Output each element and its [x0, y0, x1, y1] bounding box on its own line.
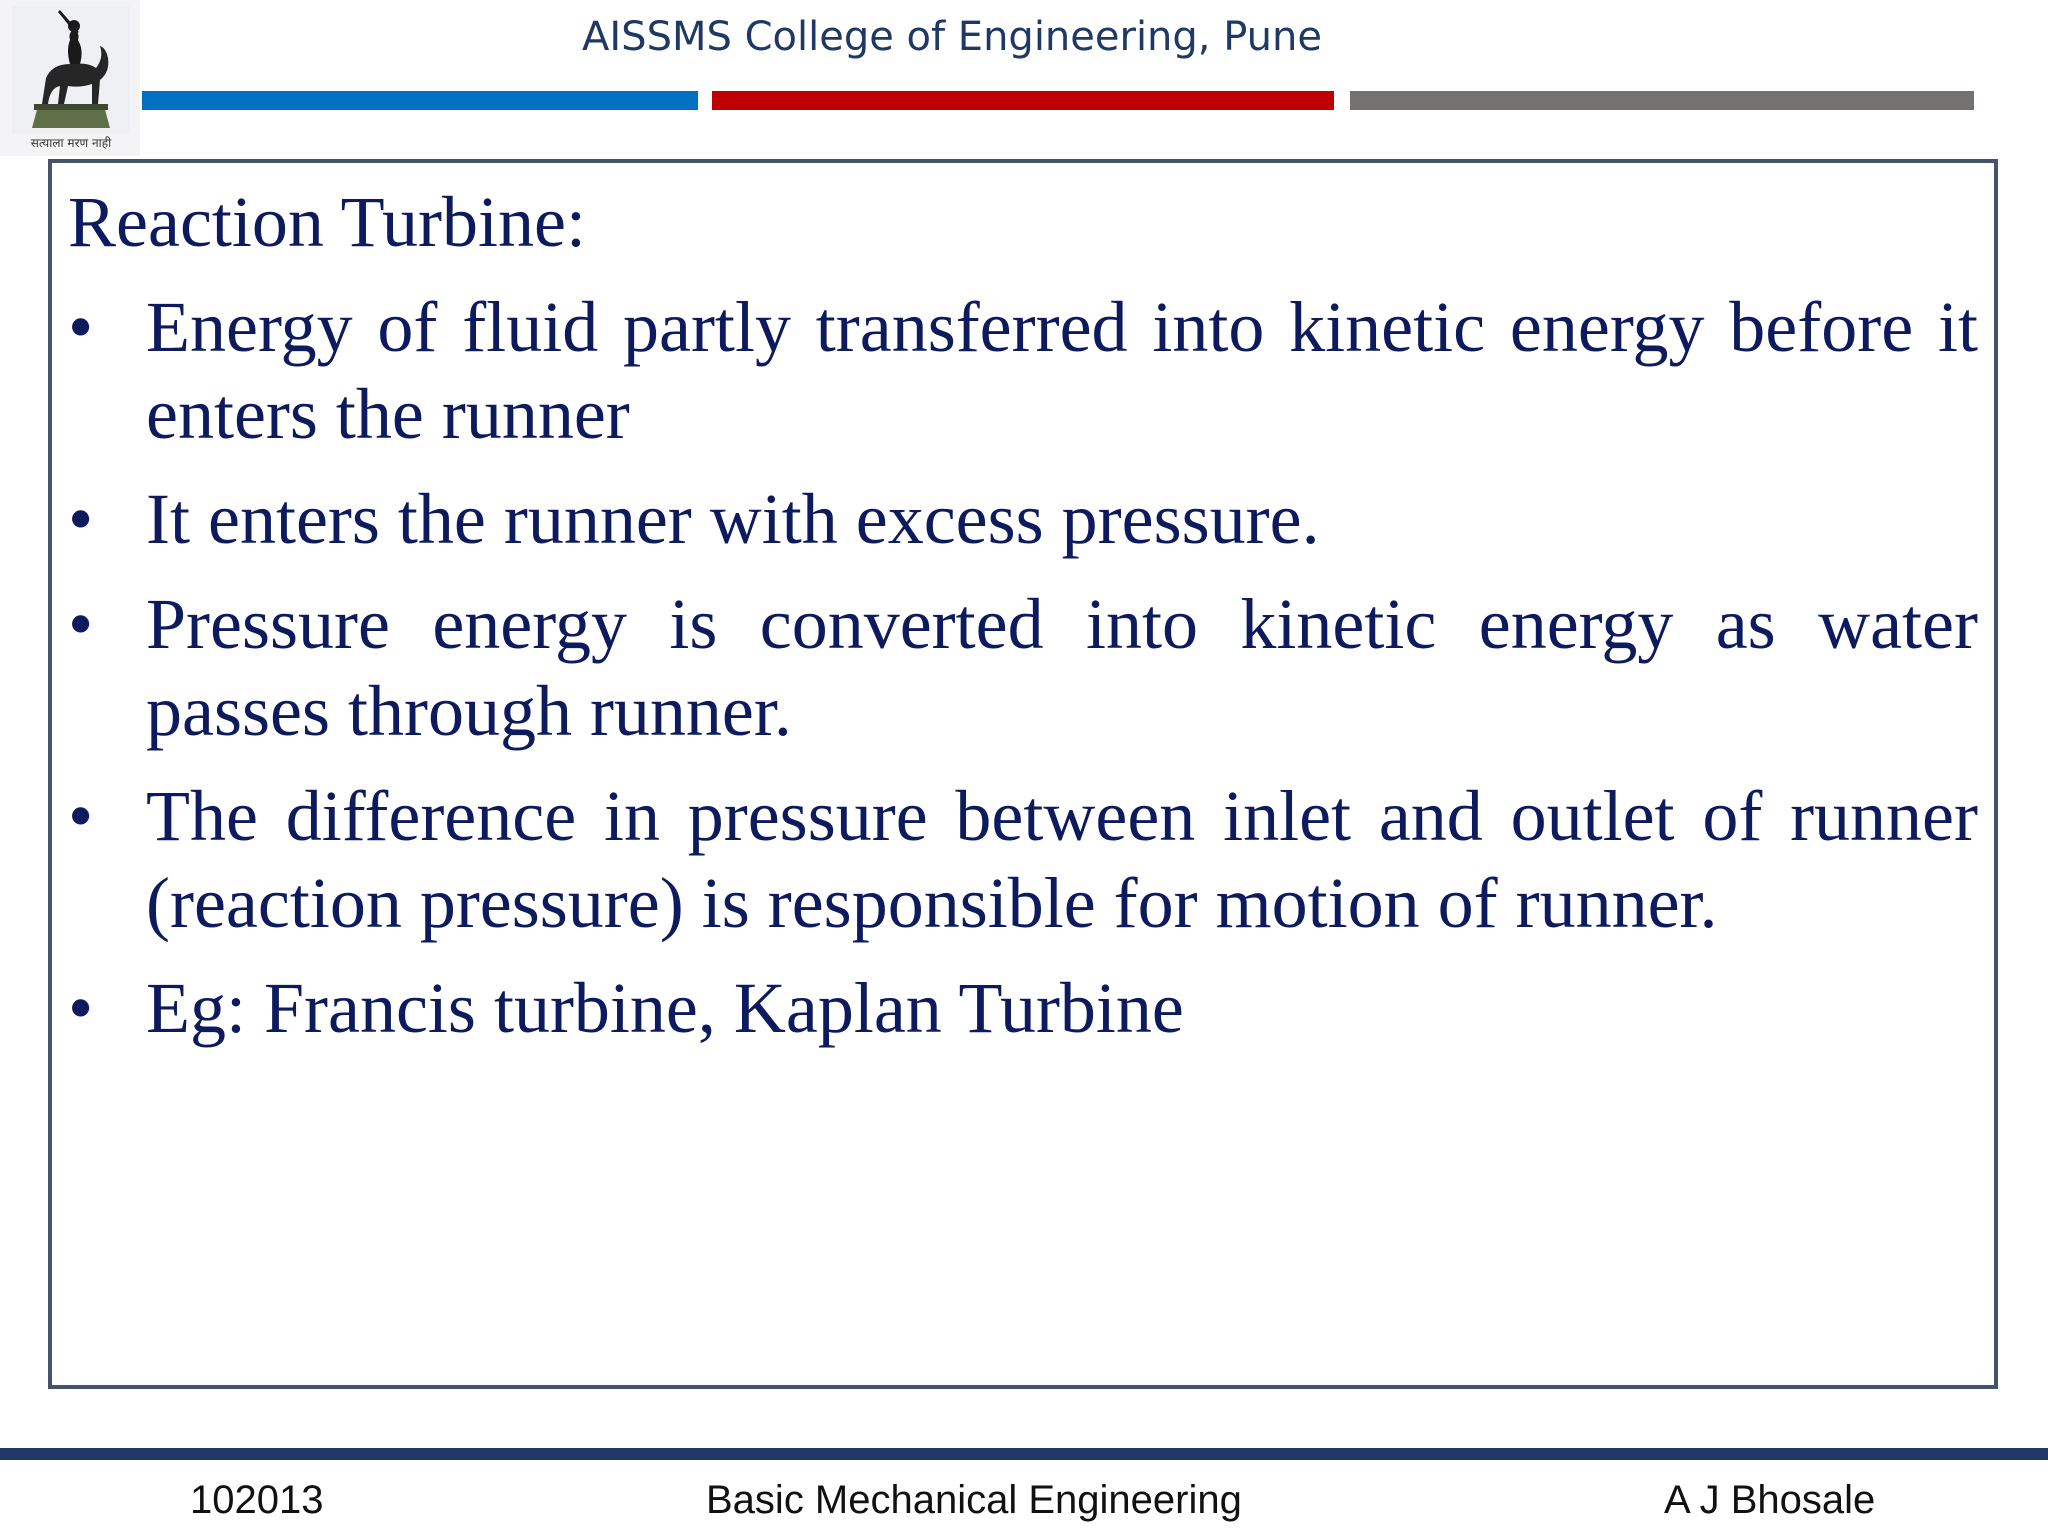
footer-course-name: Basic Mechanical Engineering	[706, 1478, 1242, 1522]
college-title: AISSMS College of Engineering, Pune	[582, 14, 1322, 60]
footer-bar	[0, 1448, 2048, 1460]
footer-course-code: 102013	[190, 1478, 324, 1522]
bullet-dot-icon: •	[68, 968, 94, 1048]
header-stripe-blue	[142, 91, 698, 110]
bullet-item	[68, 581, 1978, 755]
slide-heading: Reaction Turbine:	[68, 182, 586, 262]
bullet-text: It enters the runner with excess pressure.	[146, 479, 1320, 559]
bullet-list	[68, 284, 1978, 1070]
bullet-dot-icon: •	[68, 584, 94, 664]
bullet-dot-icon: •	[68, 479, 94, 559]
bullet-item	[68, 773, 1978, 947]
bullet-text: Pressure energy is converted into kinetic energy as water passes through runner.	[146, 584, 1978, 751]
bullet-dot-icon: •	[68, 776, 94, 856]
bullet-item	[68, 965, 1978, 1052]
logo-motto: सत्याला मरण नाही	[30, 136, 112, 150]
footer-author: A J Bhosale	[1664, 1478, 1876, 1522]
bullet-dot-icon: •	[68, 287, 94, 367]
bullet-text: Energy of fluid partly transferred into kinetic energy before it enters the runner	[146, 287, 1978, 454]
bullet-item	[68, 476, 1978, 563]
bullet-item	[68, 284, 1978, 458]
header-stripe-gray	[1350, 91, 1974, 110]
bullet-text: The difference in pressure between inlet and outlet of runner (reaction pressure) is responsible for motion of runner.	[146, 776, 1978, 943]
header-stripe-red	[712, 91, 1334, 110]
bullet-text: Eg: Francis turbine, Kaplan Turbine	[146, 968, 1184, 1048]
